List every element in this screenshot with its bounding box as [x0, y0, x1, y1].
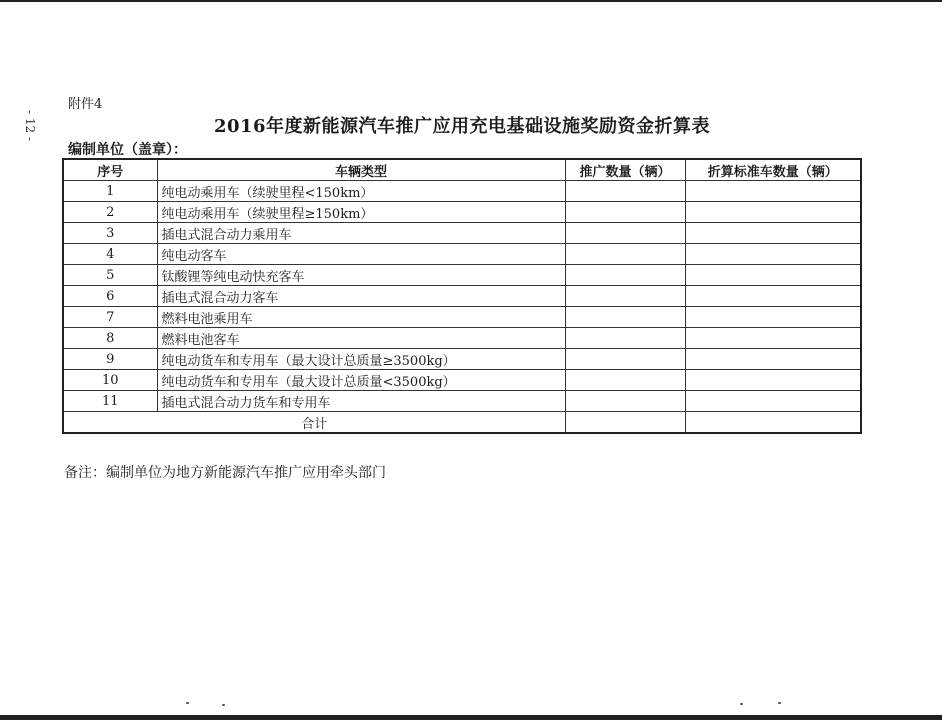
vehicle-type-cell: 纯电动客车	[157, 244, 565, 265]
serial-number-cell: 3	[63, 223, 157, 244]
table-row	[63, 391, 861, 412]
standard-vehicle-quantity-cell[interactable]	[685, 328, 861, 349]
vehicle-type-cell: 插电式混合动力乘用车	[157, 223, 565, 244]
remark-note: 备注：编制单位为地方新能源汽车推广应用牵头部门	[64, 465, 386, 481]
scan-speck	[222, 704, 225, 706]
header-vehicle-type: 车辆类型	[157, 159, 565, 181]
table-row	[63, 223, 861, 244]
standard-vehicle-quantity-cell[interactable]	[685, 286, 861, 307]
table-row	[63, 307, 861, 328]
vehicle-type-cell: 纯电动乘用车（续驶里程≥150km）	[157, 202, 565, 223]
standard-vehicle-quantity-cell[interactable]	[685, 244, 861, 265]
scan-edge-bottom	[0, 715, 942, 720]
serial-number-cell: 4	[63, 244, 157, 265]
table-row	[63, 286, 861, 307]
table-row	[63, 244, 861, 265]
serial-number-cell: 9	[63, 349, 157, 370]
serial-number-cell: 2	[63, 202, 157, 223]
serial-number-cell: 8	[63, 328, 157, 349]
table-row	[63, 328, 861, 349]
table-row	[63, 202, 861, 223]
promotion-quantity-cell[interactable]	[565, 349, 685, 370]
standard-vehicle-quantity-cell[interactable]	[685, 391, 861, 412]
table-header-row	[63, 159, 861, 181]
table-row	[63, 181, 861, 202]
standard-vehicle-quantity-cell[interactable]	[685, 265, 861, 286]
standard-vehicle-quantity-cell[interactable]	[685, 307, 861, 328]
standard-vehicle-quantity-cell[interactable]	[685, 181, 861, 202]
table-row	[63, 370, 861, 391]
vehicle-type-cell: 燃料电池客车	[157, 328, 565, 349]
vehicle-type-cell: 钛酸锂等纯电动快充客车	[157, 265, 565, 286]
vehicle-type-cell: 纯电动乘用车（续驶里程<150km）	[157, 181, 565, 202]
promotion-quantity-cell[interactable]	[565, 265, 685, 286]
standard-vehicle-quantity-cell[interactable]	[685, 202, 861, 223]
promotion-quantity-cell[interactable]	[565, 202, 685, 223]
promotion-quantity-cell[interactable]	[565, 181, 685, 202]
standard-vehicle-quantity-cell[interactable]	[685, 370, 861, 391]
vehicle-type-cell: 插电式混合动力货车和专用车	[157, 391, 565, 412]
serial-number-cell: 5	[63, 265, 157, 286]
promotion-quantity-cell[interactable]	[565, 307, 685, 328]
conversion-table	[62, 158, 862, 434]
attachment-label: 附件4	[68, 97, 103, 112]
serial-number-cell: 6	[63, 286, 157, 307]
serial-number-cell: 10	[63, 370, 157, 391]
scan-speck	[778, 702, 781, 704]
scan-speck	[740, 703, 743, 705]
promotion-quantity-cell[interactable]	[565, 370, 685, 391]
vehicle-type-cell: 纯电动货车和专用车（最大设计总质量<3500kg）	[157, 370, 565, 391]
vehicle-type-cell: 燃料电池乘用车	[157, 307, 565, 328]
scan-edge-top	[0, 0, 942, 2]
table-body	[63, 181, 861, 412]
document-title: 2016年度新能源汽车推广应用充电基础设施奖励资金折算表	[213, 116, 711, 137]
page-number: - 12 -	[23, 110, 37, 142]
table-row	[63, 265, 861, 286]
serial-number-cell: 7	[63, 307, 157, 328]
standard-vehicle-quantity-cell[interactable]	[685, 223, 861, 244]
promotion-quantity-cell[interactable]	[565, 223, 685, 244]
total-promotion-cell[interactable]	[565, 412, 685, 434]
header-promotion-quantity: 推广数量（辆）	[565, 159, 685, 181]
promotion-quantity-cell[interactable]	[565, 391, 685, 412]
vehicle-type-cell: 纯电动货车和专用车（最大设计总质量≥3500kg）	[157, 349, 565, 370]
promotion-quantity-cell[interactable]	[565, 244, 685, 265]
promotion-quantity-cell[interactable]	[565, 286, 685, 307]
table-row	[63, 349, 861, 370]
promotion-quantity-cell[interactable]	[565, 328, 685, 349]
total-standard-cell[interactable]	[685, 412, 861, 434]
compiling-unit-label: 编制单位（盖章）：	[68, 142, 187, 158]
serial-number-cell: 1	[63, 181, 157, 202]
vehicle-type-cell: 插电式混合动力客车	[157, 286, 565, 307]
serial-number-cell: 11	[63, 391, 157, 412]
header-serial-number: 序号	[63, 159, 157, 181]
standard-vehicle-quantity-cell[interactable]	[685, 349, 861, 370]
total-row	[63, 412, 861, 434]
scan-speck	[186, 702, 189, 704]
total-label: 合计	[63, 412, 565, 434]
header-standard-vehicle-quantity: 折算标准车数量（辆）	[685, 159, 861, 181]
